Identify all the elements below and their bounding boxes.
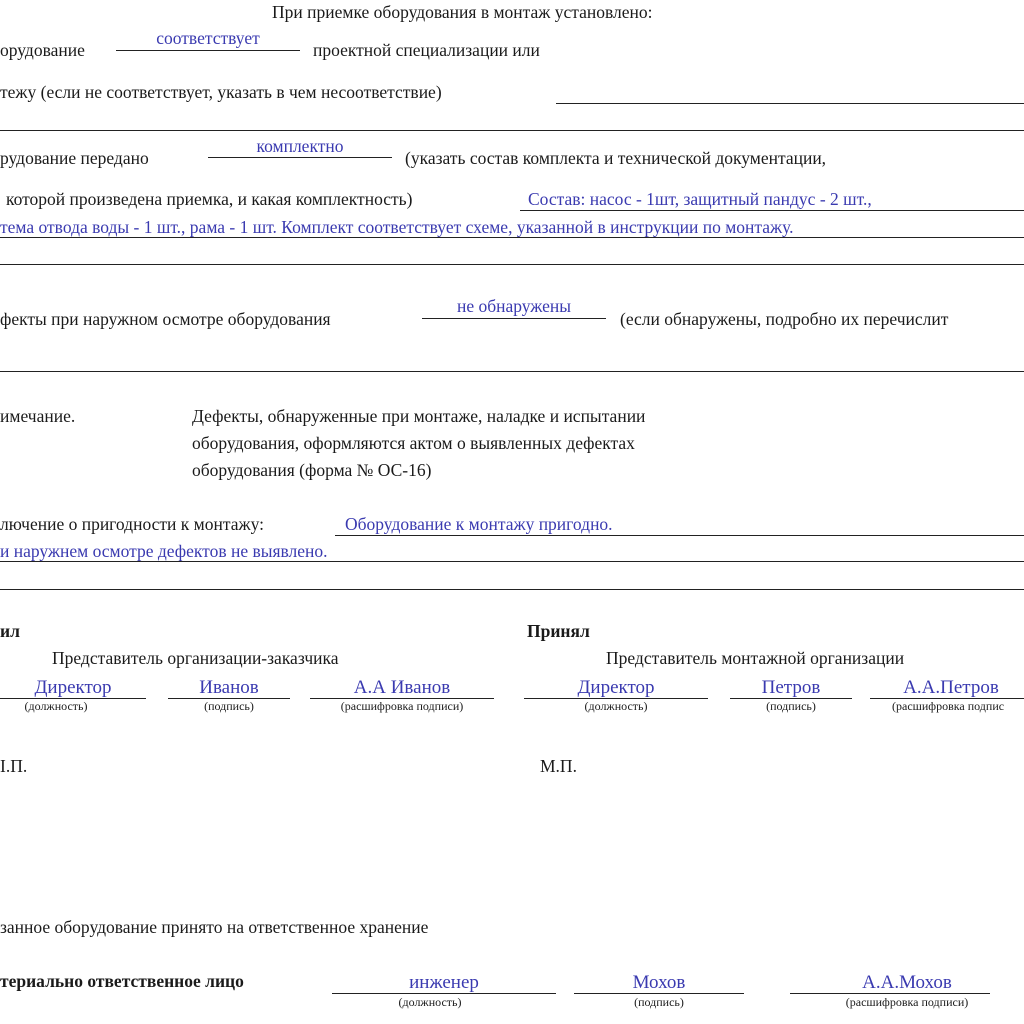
note-label: имечание. <box>0 406 76 426</box>
note-line-1: Дефекты, обнаруженные при монтаже, наладке и испытании <box>192 406 646 426</box>
form-header: При приемке оборудования в монтаж установлено: <box>272 2 653 22</box>
left-position-caption: (должность) <box>24 699 88 713</box>
completeness-handwriting-2[interactable]: тема отвода воды - 1 шт., рама - 1 шт. Комплект соответствует схеме, указанной в инструкции по монтажу. <box>0 217 794 237</box>
completeness-line-a <box>520 210 1024 211</box>
conformity-label: орудование <box>0 40 85 60</box>
conformity-line2: тежу (если не соответствует, указать в чем несоответствие) <box>0 82 442 102</box>
storage-name-caption: (расшифровка подписи) <box>845 995 969 1009</box>
left-party-title: ил <box>0 621 20 641</box>
completeness-line2: которой произведена приемка, и какая комплектность) <box>6 189 413 209</box>
conformity-value[interactable]: соответствует <box>156 28 260 48</box>
completeness-value[interactable]: комплектно <box>256 136 344 156</box>
completeness-line <box>208 157 392 158</box>
conformity-line <box>116 50 300 51</box>
right-position-value[interactable]: Директор <box>577 677 655 698</box>
storage-text: занное оборудование принято на ответственное хранение <box>0 917 429 937</box>
storage-signature-line <box>574 993 744 994</box>
storage-position-line <box>332 993 556 994</box>
left-position-value[interactable]: Директор <box>34 677 112 698</box>
storage-signature-value[interactable]: Мохов <box>632 972 686 993</box>
mismatch-line[interactable] <box>556 103 1024 104</box>
left-seal: І.П. <box>0 756 28 776</box>
right-seal: М.П. <box>540 756 577 776</box>
conclusion-label: лючение о пригодности к монтажу: <box>0 514 264 534</box>
defects-after: (если обнаружены, подробно их перечислит <box>620 309 949 329</box>
right-party-title: Принял <box>527 621 590 641</box>
conclusion-handwriting-2[interactable]: и наружнем осмотре дефектов не выявлено. <box>0 541 328 561</box>
left-party-org: Представитель организации-заказчика <box>52 648 339 668</box>
left-name-caption: (расшифровка подписи) <box>340 699 464 713</box>
conclusion-line-b <box>0 561 1024 562</box>
completeness-line-b <box>0 237 1024 238</box>
conclusion-handwriting-1[interactable]: Оборудование к монтажу пригодно. <box>345 514 613 534</box>
right-position-caption: (должность) <box>584 699 648 713</box>
right-party-org: Представитель монтажной организации <box>606 648 905 668</box>
defects-label: фекты при наружном осмотре оборудования <box>0 309 331 329</box>
conclusion-line-a <box>335 535 1024 536</box>
note-line-3: оборудования (форма № ОС-16) <box>192 460 432 480</box>
conclusion-line-c <box>0 589 1024 590</box>
left-name-value[interactable]: А.А Иванов <box>353 677 451 698</box>
completeness-after: (указать состав комплекта и технической документации, <box>405 148 827 168</box>
completeness-line-c <box>0 264 1024 265</box>
right-signature-caption: (подпись) <box>766 699 816 713</box>
completeness-label: рудование передано <box>0 148 149 168</box>
defects-line-2 <box>0 371 1024 372</box>
defects-line <box>422 318 606 319</box>
left-signature-caption: (подпись) <box>204 699 254 713</box>
note-line-2: оборудования, оформляются актом о выявленных дефектах <box>192 433 635 453</box>
right-name-value[interactable]: А.А.Петров <box>903 677 999 698</box>
storage-position-caption: (должность) <box>398 995 462 1009</box>
left-signature-value[interactable]: Иванов <box>199 677 259 698</box>
completeness-handwriting-1[interactable]: Состав: насос - 1шт, защитный пандус - 2 шт., <box>528 189 872 209</box>
right-name-caption: (расшифровка подпис <box>892 699 1005 713</box>
storage-name-value[interactable]: А.А.Мохов <box>862 972 952 993</box>
storage-name-line <box>790 993 990 994</box>
mismatch-line-2 <box>0 130 1024 131</box>
storage-position-value[interactable]: инженер <box>409 972 479 993</box>
storage-label: териально ответственное лицо <box>0 971 244 991</box>
defects-value[interactable]: не обнаружены <box>456 296 572 316</box>
storage-signature-caption: (подпись) <box>634 995 684 1009</box>
right-signature-value[interactable]: Петров <box>761 677 821 698</box>
conformity-after: проектной специализации или <box>313 40 540 60</box>
